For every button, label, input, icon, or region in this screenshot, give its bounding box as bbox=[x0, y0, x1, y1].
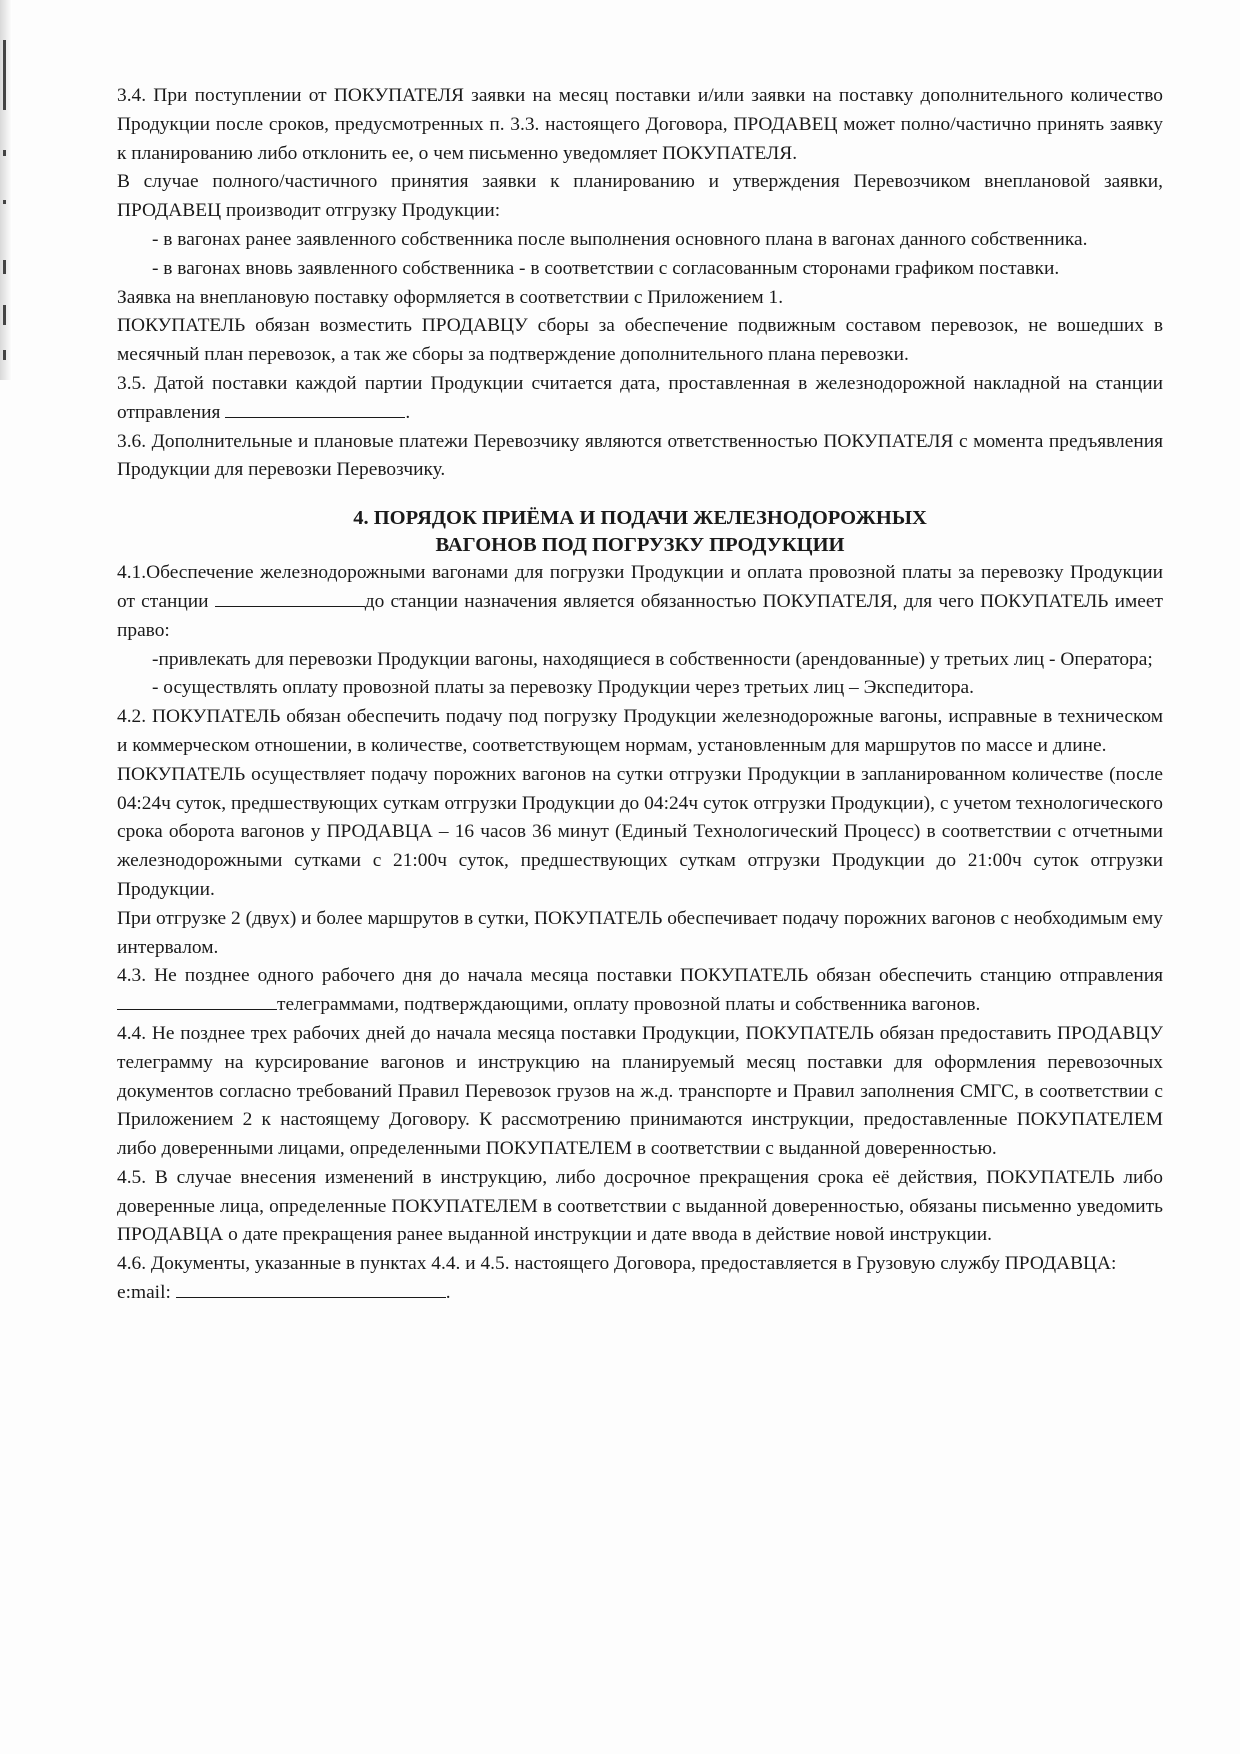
section-4-heading-line-2: ВАГОНОВ ПОД ПОГРУЗКУ ПРОДУКЦИИ bbox=[435, 534, 845, 557]
clause-4-2-schedule: ПОКУПАТЕЛЬ осуществляет подачу порожних вагонов на сутки отгрузки Продукции в запланированном количестве (после 04:24ч суток, предшествующих суткам отгрузки Продукции до 04:24ч суток отгрузки Продукции), с учетом технологического срока оборота вагонов у ПРОДАВЦА – 16 часов 36 минут (Единый Технологический Процесс) в соответствии с отчетными железнодорожными сутками с 21:00ч суток, предшествующих суткам отгрузки Продукции до 21:00ч суток отгрузки Продукции. bbox=[117, 763, 1163, 900]
clause-3-5-text: 3.5. Датой поставки каждой партии Продукции считается дата, проставленная в железнодорожной накладной на станции отправления bbox=[117, 372, 1163, 423]
email-blank-field bbox=[176, 1279, 446, 1298]
clause-3-4-form-note: Заявка на внеплановую поставку оформляется в соответствии с Приложением 1. bbox=[117, 286, 784, 308]
clause-4-2-intervals: При отгрузке 2 (двух) и более маршрутов в сутки, ПОКУПАТЕЛЬ обеспечивает подачу порожних вагонов с необходимым ему интервалом. bbox=[117, 907, 1163, 958]
clause-4-3-end: телеграммами, подтверждающими, оплату провозной платы и собственника вагонов. bbox=[277, 994, 981, 1016]
scan-artifact bbox=[3, 40, 6, 110]
shipping-station-blank-field bbox=[117, 991, 277, 1010]
scan-artifact bbox=[3, 200, 6, 204]
clause-4-4: 4.4. Не позднее трех рабочих дней до начала месяца поставки Продукции, ПОКУПАТЕЛЬ обязан предоставить ПРОДАВЦУ телеграмму на курсирование вагонов и инструкцию на планируемый месяц поставки для оформления перевозочных документов согласно требований Правил Перевозок грузов на ж.д. транспорте и Правил заполнения СМГС, в соответствии с Приложением 2 к настоящему Договору. К рассмотрению принимаются инструкции, предоставленные ПОКУПАТЕЛЕМ либо доверенными лицами, определенными ПОКУПАТЕЛЕМ в соответствии с выданной доверенностью. bbox=[117, 1022, 1163, 1160]
scan-edge-shadow bbox=[0, 0, 12, 380]
clause-3-4-item-1: - в вагонах ранее заявленного собственника после выполнения основного плана в вагонах данного собственника. bbox=[152, 228, 1088, 250]
clause-4-6 bbox=[117, 1250, 1163, 1308]
clause-3-4: 3.4. При поступлении от ПОКУПАТЕЛЯ заявки на месяц поставки и/или заявки на поставку дополнительного количество Продукции после сроков, предусмотренных п. 3.3. настоящего Договора, ПРОДАВЕЦ может полно/частично принять заявку к планированию либо отклонить ее, о чем письменно уведомляет ПОКУПАТЕЛЯ. bbox=[117, 85, 1163, 164]
clause-4-3 bbox=[117, 962, 1163, 1020]
clause-4-6-start: 4.6. Документы, указанные в пунктах 4.4. и 4.5. настоящего Договора, предоставляется в Грузовую службу ПРОДАВЦА: e:mail: bbox=[117, 1253, 1117, 1304]
scan-artifact bbox=[3, 305, 6, 325]
scan-artifact bbox=[3, 150, 6, 156]
clause-4-6-period: . bbox=[445, 1282, 451, 1304]
clause-3-5 bbox=[117, 370, 1163, 428]
clause-4-5: 4.5. В случае внесения изменений в инструкцию, либо досрочное прекращения срока её действия, ПОКУПАТЕЛЬ либо доверенные лица, определенные ПОКУПАТЕЛЕМ в соответствии с выданной доверенностью, обязаны письменно уведомить ПРОДАВЦА о дате прекращения ранее выданной инструкции и дате ввода в действие новой инструкции. bbox=[117, 1166, 1163, 1246]
clause-4-1-item-2: - осуществлять оплату провозной платы за перевозку Продукции через третьих лиц – Экспедитора. bbox=[152, 677, 974, 699]
clause-3-4-fees: ПОКУПАТЕЛЬ обязан возместить ПРОДАВЦУ сборы за обеспечение подвижным составом перевозок, не вошедших в месячный план перевозок, а так же сборы за подтверждение дополнительного плана перевозки. bbox=[117, 315, 1163, 366]
clause-4-3-start: 4.3. Не позднее одного рабочего дня до начала месяца поставки ПОКУПАТЕЛЬ обязан обеспечить станцию отправления bbox=[117, 965, 1163, 987]
section-4-heading-line-1: 4. ПОРЯДОК ПРИЁМА И ПОДАЧИ ЖЕЛЕЗНОДОРОЖНЫХ bbox=[353, 507, 927, 530]
document-body bbox=[117, 82, 1163, 1308]
clause-3-6: 3.6. Дополнительные и плановые платежи Перевозчику являются ответственностью ПОКУПАТЕЛЯ с момента предъявления Продукции для перевозки Перевозчику. bbox=[117, 430, 1163, 481]
clause-4-1-start: 4.1.Обеспечение железнодорожными вагонами для погрузки Продукции и оплата провозной платы за перевозку Продукции от станции bbox=[117, 562, 1163, 612]
clause-4-2: 4.2. ПОКУПАТЕЛЬ обязан обеспечить подачу под погрузку Продукции железнодорожные вагоны, исправные в техническом и коммерческом отношении, в количестве, соответствующем нормам, установленным для маршрутов по массе и длине. bbox=[117, 706, 1163, 756]
clause-3-5-period: . bbox=[405, 401, 411, 423]
clause-3-4-item-2: - в вагонах вновь заявленного собственника - в соответствии с согласованным сторонами графиком поставки. bbox=[152, 257, 1060, 279]
scan-artifact bbox=[3, 350, 6, 360]
scan-artifact bbox=[3, 260, 6, 274]
clause-4-1 bbox=[117, 559, 1163, 645]
departure-station-blank-field bbox=[215, 588, 365, 607]
section-4-heading bbox=[117, 505, 1163, 559]
clause-4-1-item-1: -привлекать для перевозки Продукции вагоны, находящиеся в собственности (арендованные) у третьих лиц - Оператора; bbox=[152, 648, 1153, 670]
station-blank-field bbox=[225, 399, 405, 418]
clause-3-4-conditions: В случае полного/частичного принятия заявки к планированию и утверждения Перевозчиком внеплановой заявки, ПРОДАВЕЦ производит отгрузку Продукции: bbox=[117, 171, 1163, 222]
clause-4-1-end: до станции назначения является обязанностью ПОКУПАТЕЛЯ, для чего ПОКУПАТЕЛЬ имеет право: bbox=[117, 590, 1163, 641]
